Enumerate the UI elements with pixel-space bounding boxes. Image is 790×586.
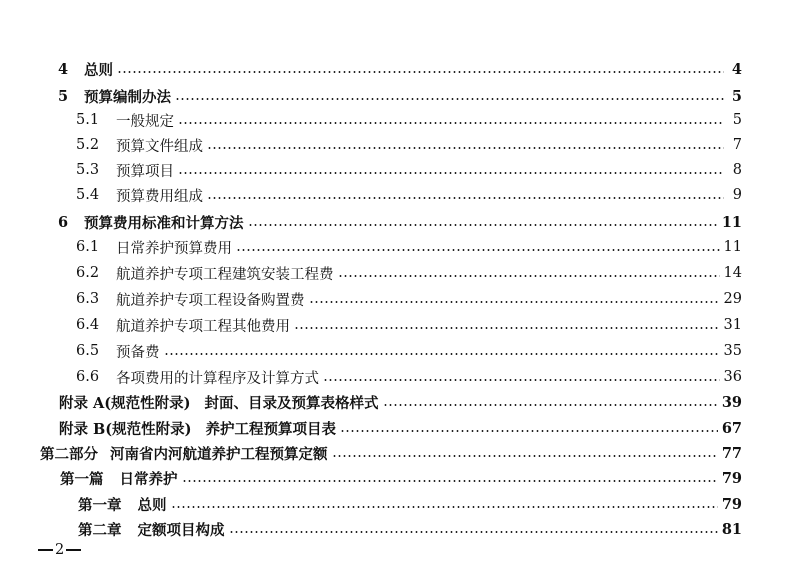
dot-leader: [236, 248, 720, 252]
toc-title: 预算文件组成: [116, 138, 203, 155]
toc-entry-appendix-a[interactable]: [59, 390, 742, 414]
toc-entry-5-4[interactable]: [76, 183, 742, 207]
dot-leader: [323, 378, 720, 382]
toc-entry-volume-one[interactable]: [60, 466, 742, 490]
toc-page: 5: [731, 87, 742, 105]
toc-page: 79: [721, 495, 742, 513]
toc-number: 6.3: [76, 291, 100, 307]
toc-number: 5.1: [76, 112, 100, 128]
toc-page: 39: [721, 393, 742, 411]
toc-title: 总则: [84, 61, 113, 79]
dot-leader: [182, 479, 718, 483]
dot-leader: [178, 121, 724, 125]
toc-page: 5: [732, 112, 742, 128]
toc-entry-6[interactable]: [58, 210, 742, 234]
toc-number: 5.2: [76, 137, 100, 153]
toc-title: 日常养护: [119, 470, 178, 488]
toc-number: 第二章: [78, 521, 122, 539]
toc-number: 附录 B(规范性附录): [59, 420, 192, 438]
toc-entry-chapter-one[interactable]: [78, 492, 742, 516]
toc-entry-6-6[interactable]: [76, 365, 742, 389]
toc-page: 11: [723, 239, 742, 255]
dot-leader: [171, 505, 718, 509]
dot-leader: [178, 171, 724, 175]
toc-entry-6-1[interactable]: [76, 235, 742, 259]
toc-title: 一般规定: [116, 113, 174, 130]
toc-entry-5[interactable]: [58, 84, 742, 108]
toc-page: 36: [723, 369, 742, 385]
toc-number: 5: [58, 87, 69, 105]
toc-number: 第一章: [78, 496, 122, 514]
dot-leader: [164, 352, 720, 356]
toc-title: 预算项目: [116, 163, 174, 180]
toc-page: 11: [721, 213, 742, 231]
dot-leader: [248, 223, 718, 227]
dot-leader: [294, 326, 720, 330]
toc-page: 14: [723, 265, 742, 281]
page-footer: [36, 542, 83, 558]
toc-title: 日常养护预算费用: [116, 240, 232, 257]
dot-leader: [309, 300, 720, 304]
toc-number: 5.3: [76, 162, 100, 178]
toc-page: 67: [721, 419, 742, 437]
toc-number: 第二部分: [40, 445, 98, 463]
toc-entry-6-2[interactable]: [76, 261, 742, 285]
toc-title: 航道养护专项工程设备购置费: [116, 292, 305, 309]
dot-leader: [340, 429, 718, 433]
dot-leader: [175, 97, 724, 101]
toc-number: 6.1: [76, 239, 100, 255]
toc-page: 35: [723, 343, 742, 359]
dash-left: [38, 549, 53, 550]
dash-right: [66, 549, 81, 550]
toc-title: 预算编制办法: [84, 88, 171, 106]
toc-title: 预备费: [116, 344, 160, 361]
toc-number: 6.2: [76, 265, 100, 281]
toc-entry-6-5[interactable]: [76, 339, 742, 363]
toc-number: 附录 A(规范性附录): [59, 394, 191, 412]
toc-title: 定额项目构成: [137, 521, 225, 539]
toc-title: 总则: [137, 496, 167, 514]
toc-entry-part-two[interactable]: [40, 441, 742, 465]
toc-number: 5.4: [76, 187, 100, 203]
toc-number: 第一篇: [60, 470, 104, 488]
toc-page: 9: [732, 187, 742, 203]
toc-page: 7: [732, 137, 742, 153]
dot-leader: [383, 403, 718, 407]
toc-number: 6.4: [76, 317, 100, 333]
toc-page: 79: [721, 469, 742, 487]
toc-number: 4: [58, 60, 69, 78]
toc-entry-appendix-b[interactable]: [59, 416, 742, 440]
dot-leader: [207, 196, 724, 200]
page-number: 2: [55, 542, 65, 558]
toc-title: 河南省内河航道养护工程预算定额: [110, 445, 328, 463]
toc-entry-6-4[interactable]: [76, 313, 742, 337]
toc-number: 6.5: [76, 343, 100, 359]
toc-title: 各项费用的计算程序及计算方式: [116, 370, 319, 387]
toc-page: 81: [721, 520, 742, 538]
dot-leader: [332, 454, 718, 458]
toc-entry-6-3[interactable]: [76, 287, 742, 311]
dot-leader: [338, 274, 720, 278]
toc-page: 31: [723, 317, 742, 333]
toc-page: 4: [731, 60, 742, 78]
toc-entry-chapter-two[interactable]: [78, 517, 742, 541]
toc-page: 8: [732, 162, 742, 178]
toc-number: 6: [58, 213, 69, 231]
toc-title: 航道养护专项工程其他费用: [116, 318, 290, 335]
toc-entry-5-1[interactable]: [76, 108, 742, 132]
toc-number: 6.6: [76, 369, 100, 385]
toc-title: 养护工程预算项目表: [205, 420, 337, 438]
dot-leader: [229, 530, 718, 534]
dot-leader: [207, 146, 724, 150]
toc-page: 29: [723, 291, 742, 307]
toc-title: 预算费用组成: [116, 188, 203, 205]
toc-title: 航道养护专项工程建筑安装工程费: [116, 266, 334, 283]
toc-entry-5-2[interactable]: [76, 133, 742, 157]
toc-entry-4[interactable]: [58, 57, 742, 81]
toc-page: 77: [721, 444, 742, 462]
dot-leader: [117, 70, 724, 74]
toc-title: 预算费用标准和计算方法: [84, 214, 244, 232]
toc-title: 封面、目录及预算表格样式: [204, 394, 379, 412]
toc-entry-5-3[interactable]: [76, 158, 742, 182]
